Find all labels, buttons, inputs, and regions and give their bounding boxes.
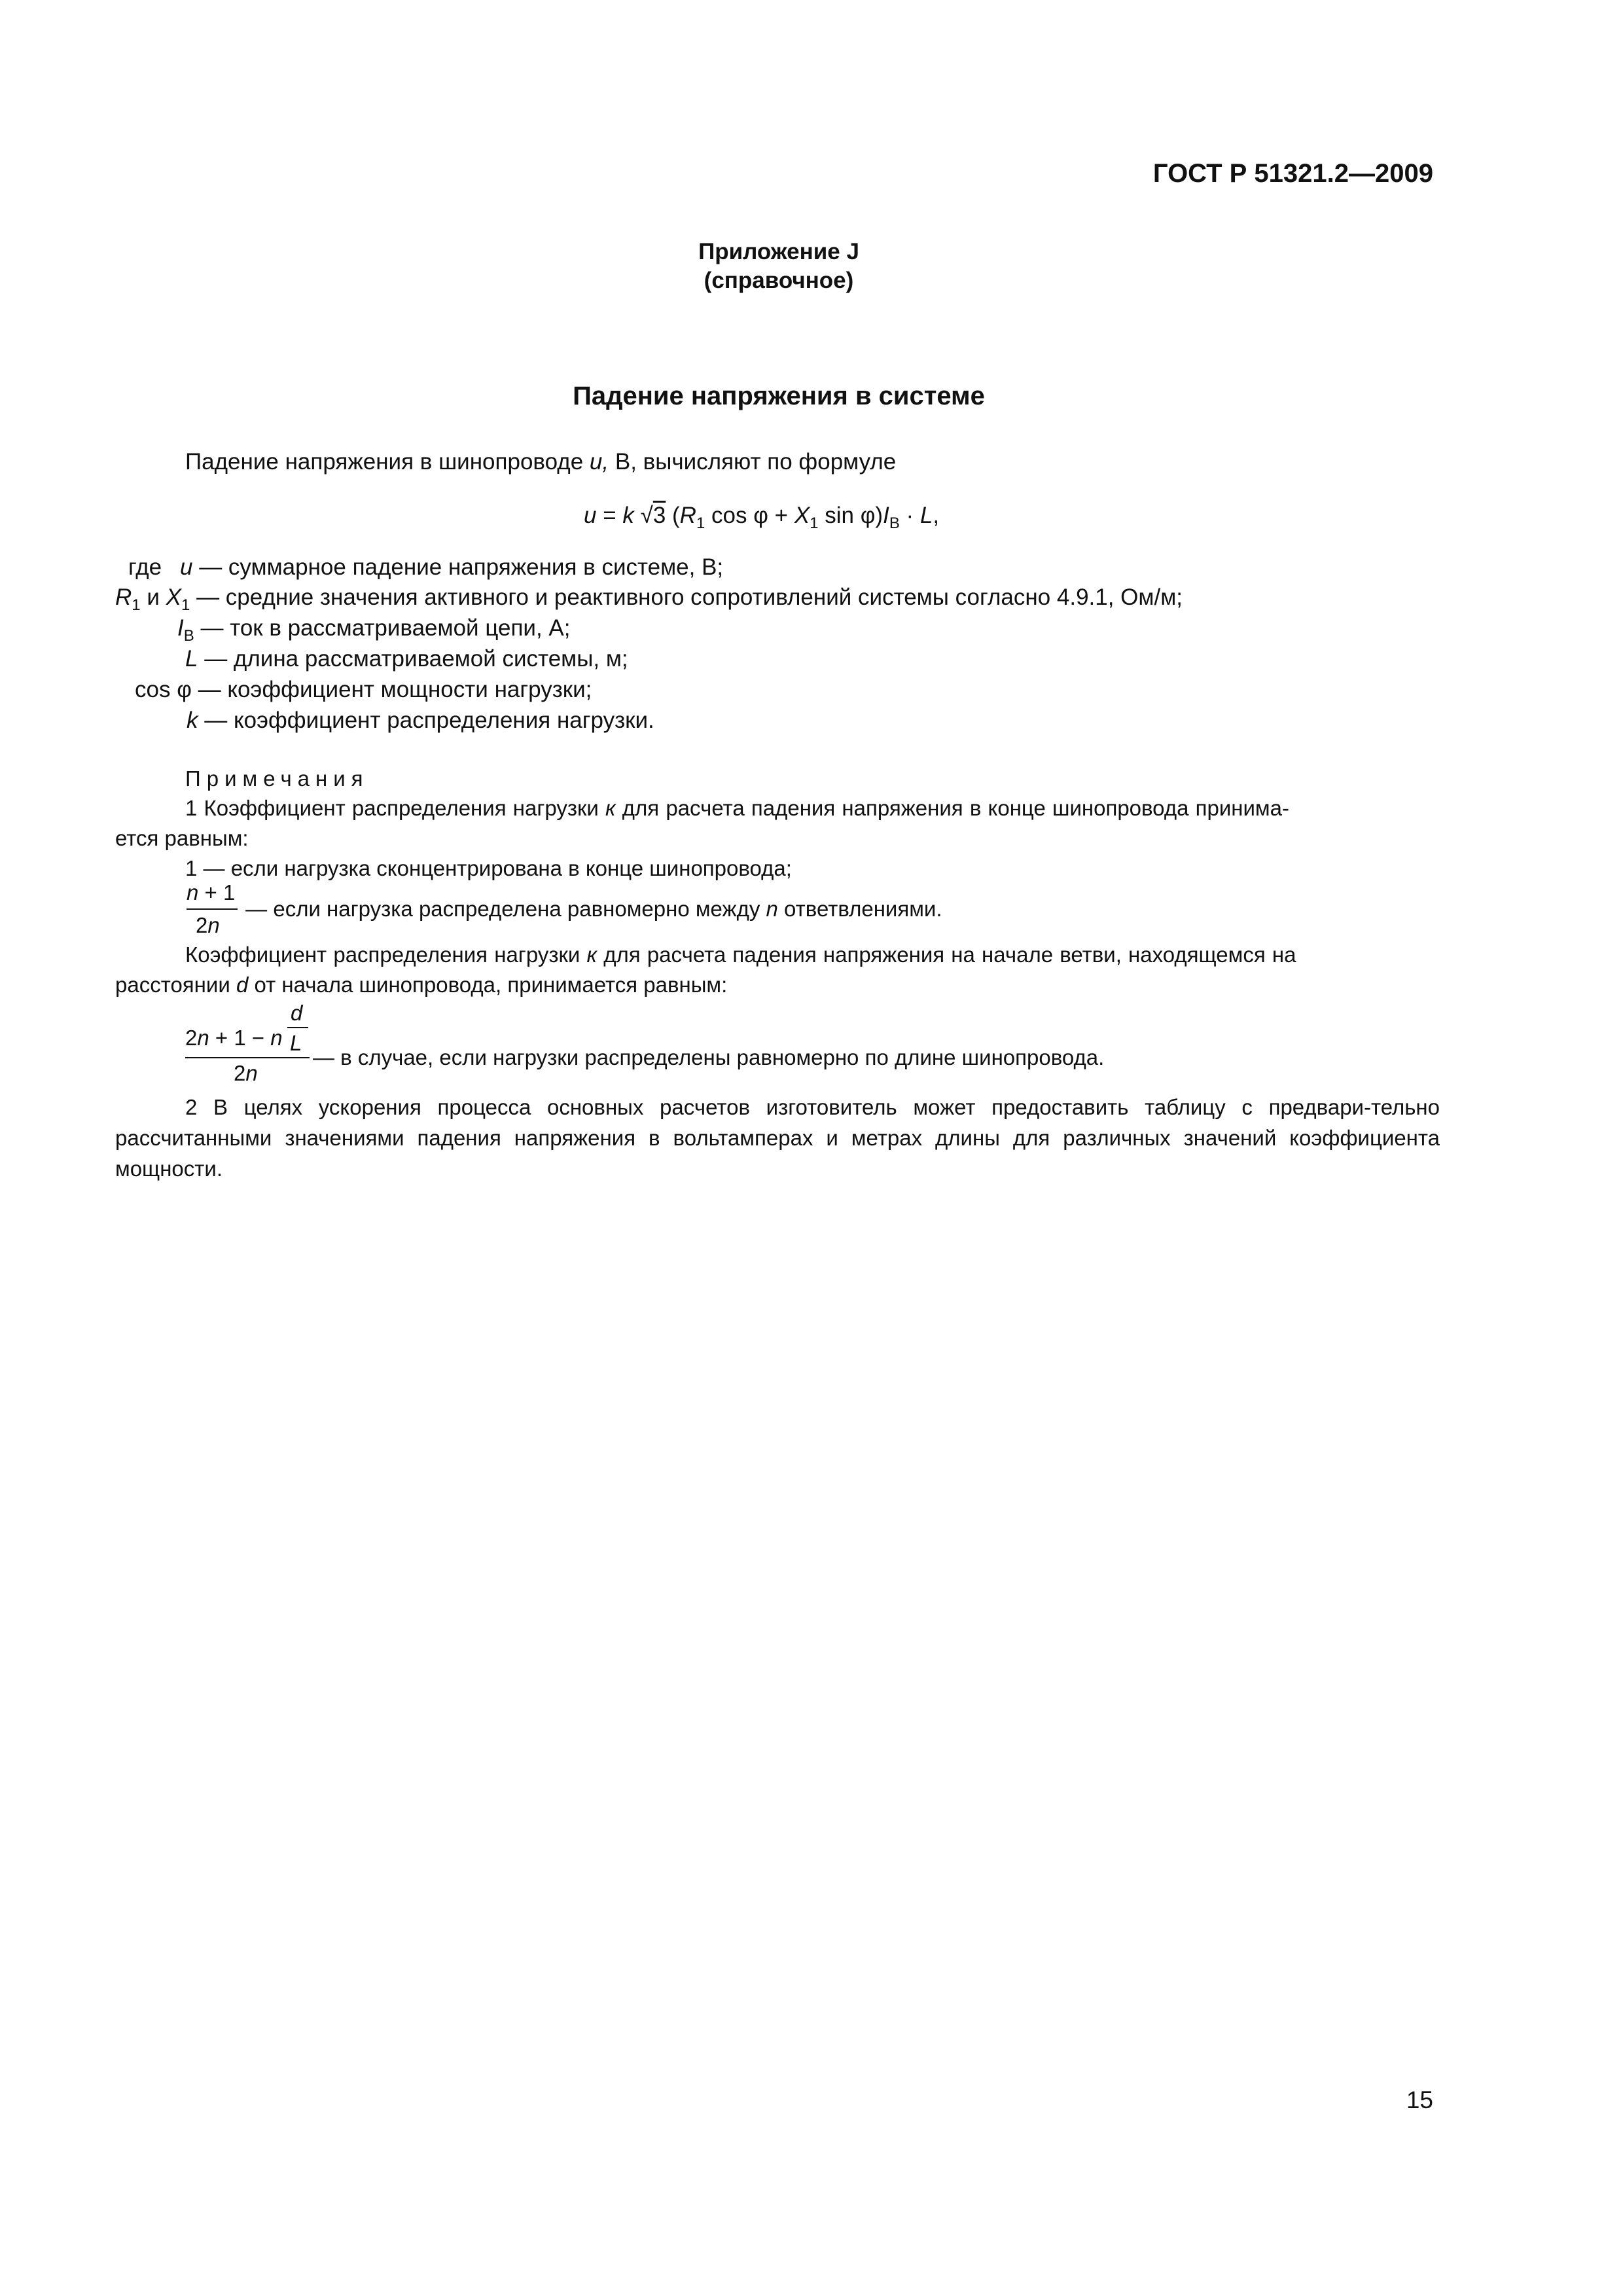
where-label: где (128, 554, 162, 580)
standard-number: ГОСТ Р 51321.2—2009 (1152, 159, 1433, 188)
annex-title: Приложение J (698, 239, 859, 264)
case-concentrated: 1 — если нагрузка сконцентрирована в конце шинопровода; (185, 856, 792, 880)
notes-heading: Примечания (185, 766, 369, 791)
where-item-cos: cos φ — коэффициент мощности нагрузки; (135, 677, 592, 702)
intro-paragraph: Падение напряжения в шинопроводе u, В, вычисляют по формуле (185, 449, 897, 475)
where-item-i: $I_В$ — ток в рассматриваемой цепи, А; (177, 615, 571, 645)
page-number: 15 (1406, 2087, 1433, 2113)
section-title: Падение напряжения в системе (573, 382, 985, 410)
where-item-u: u — суммарное падение напряжения в системе, В; (180, 554, 724, 580)
paragraph-branch-line-2: расстоянии d от начала шинопровода, принимается равным: (115, 973, 728, 997)
note-1-line-1: 1 Коэффициент распределения нагрузки к для расчета падения напряжения в конце шинопровода принима- (185, 796, 1289, 820)
note-2: 2 В целях ускорения процесса основных расчетов изготовитель может предоставить таблицу с предвари-тельно рассчитанными значениями падения напряжения в вольтамперах и метрах длины для различных значений коэффициента мощности. (115, 1095, 1440, 1181)
fraction-n-plus-1-over-2n: n + 1 2n (187, 880, 239, 939)
annex-status: (справочное) (704, 268, 854, 293)
case-uniform: — если нагрузка распределена равномерно между n ответвлениями. (240, 897, 942, 921)
note-1-line-2: ется равным: (115, 826, 249, 850)
where-item-k: k — коэффициент распределения нагрузки. (187, 708, 654, 733)
where-item-l: L — длина рассматриваемой системы, м; (185, 646, 628, 672)
voltage-drop-formula: u = k √3 ($R_1$ $\cos \varphi + X_1$ $\sin \varphi)I_В \cdot L$, (584, 503, 940, 532)
fraction-branch-coefficient: 2n + 1 − n d L 2n (185, 999, 316, 1091)
paragraph-branch-line-1: Коэффициент распределения нагрузки к для расчета падения напряжения на начале ветви, находящемся на (185, 942, 1296, 967)
case-distributed-length: — в случае, если нагрузки распределены равномерно по длине шинопровода. (313, 1045, 1105, 1069)
where-item-r-x: $R_1$ и $X_1$ — средние значения активного и реактивного сопротивлений системы согласно 4.9.1, Ом/м; (115, 584, 1183, 614)
